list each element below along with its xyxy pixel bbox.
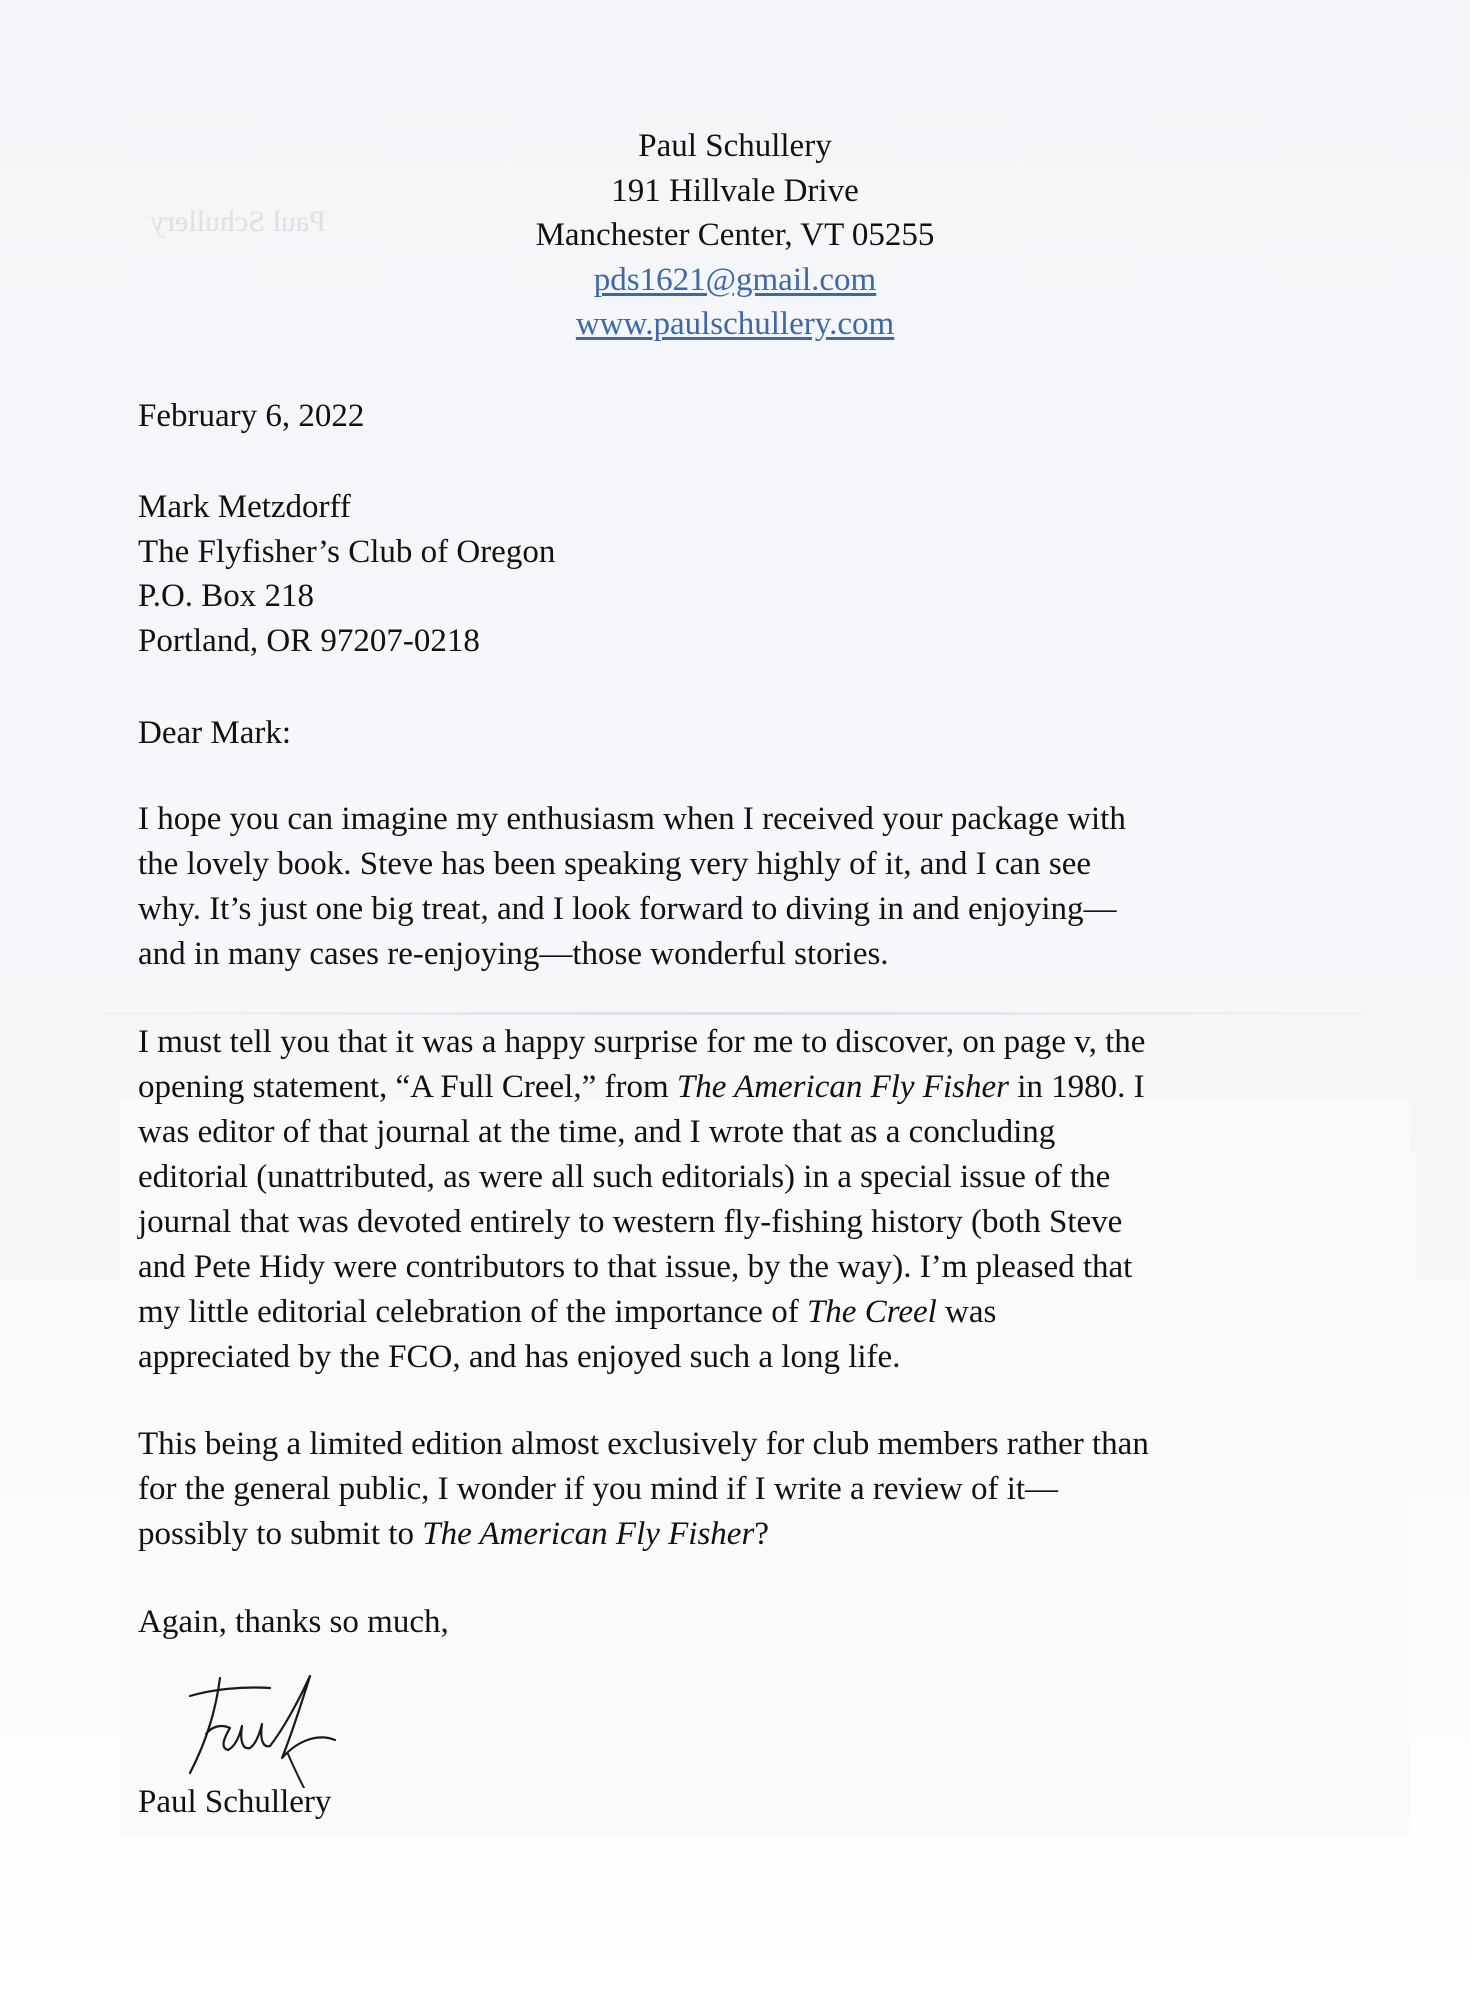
paper-fold-line — [0, 1012, 1470, 1015]
paragraph-line: the lovely book. Steve has been speaking very highly of it, and I can see — [138, 846, 1092, 882]
paragraph-1 — [138, 797, 1338, 977]
journal-title: The American Fly Fisher — [676, 1069, 1009, 1105]
handwritten-signature — [150, 1668, 370, 1788]
letterhead — [0, 124, 1470, 347]
journal-title: The American Fly Fisher — [422, 1516, 755, 1552]
paragraph-line: I must tell you that it was a happy surprise for me to discover, on page v, the — [138, 1024, 1146, 1060]
paragraph-line: my little editorial celebration of the importance of The Creel was — [138, 1294, 997, 1330]
recipient-name: Mark Metzdorff — [138, 489, 351, 525]
website-link[interactable]: www.paulschullery.com — [575, 306, 895, 342]
salutation: Dear Mark: — [138, 715, 292, 751]
signer-name: Paul Schullery — [138, 1784, 332, 1820]
paragraph-line: why. It’s just one big treat, and I look forward to diving in and enjoying— — [138, 891, 1117, 927]
paragraph-line: I hope you can imagine my enthusiasm when I received your package with — [138, 801, 1126, 837]
paragraph-3 — [138, 1422, 1338, 1557]
recipient-address — [138, 485, 555, 663]
paragraph-line: possibly to submit to The American Fly Fisher? — [138, 1516, 769, 1552]
letterhead-city: Manchester Center, VT 05255 — [535, 217, 935, 253]
paragraph-line: editorial (unattributed, as were all such editorials) in a special issue of the — [138, 1159, 1111, 1195]
email-link[interactable]: pds1621@gmail.com — [593, 261, 877, 298]
paragraph-line: was editor of that journal at the time, and I wrote that as a concluding — [138, 1114, 1056, 1150]
closing: Again, thanks so much, — [138, 1604, 449, 1640]
letterhead-name: Paul Schullery — [638, 128, 832, 164]
paragraph-line: and in many cases re-enjoying—those wonderful stories. — [138, 936, 889, 972]
paragraph-line: for the general public, I wonder if you mind if I write a review of it— — [138, 1471, 1059, 1507]
paragraph-2 — [138, 1020, 1338, 1380]
recipient-city: Portland, OR 97207-0218 — [138, 622, 480, 659]
letter-date: February 6, 2022 — [138, 398, 365, 434]
letterhead-street: 191 Hillvale Drive — [611, 172, 859, 209]
book-title: The Creel — [806, 1294, 937, 1330]
paragraph-line: This being a limited edition almost exclusively for club members rather than — [138, 1426, 1149, 1462]
paragraph-line: journal that was devoted entirely to western fly-fishing history (both Steve — [138, 1204, 1123, 1240]
recipient-organization: The Flyfisher’s Club of Oregon — [138, 533, 556, 570]
bleed-through-name: Paul Schullery — [150, 205, 326, 238]
paragraph-line: appreciated by the FCO, and has enjoyed such a long life. — [138, 1339, 901, 1375]
recipient-po-box: P.O. Box 218 — [138, 578, 315, 614]
paragraph-line: and Pete Hidy were contributors to that issue, by the way). I’m pleased that — [138, 1249, 1133, 1285]
paragraph-line: opening statement, “A Full Creel,” from The American Fly Fisher in 1980. I — [138, 1069, 1145, 1105]
